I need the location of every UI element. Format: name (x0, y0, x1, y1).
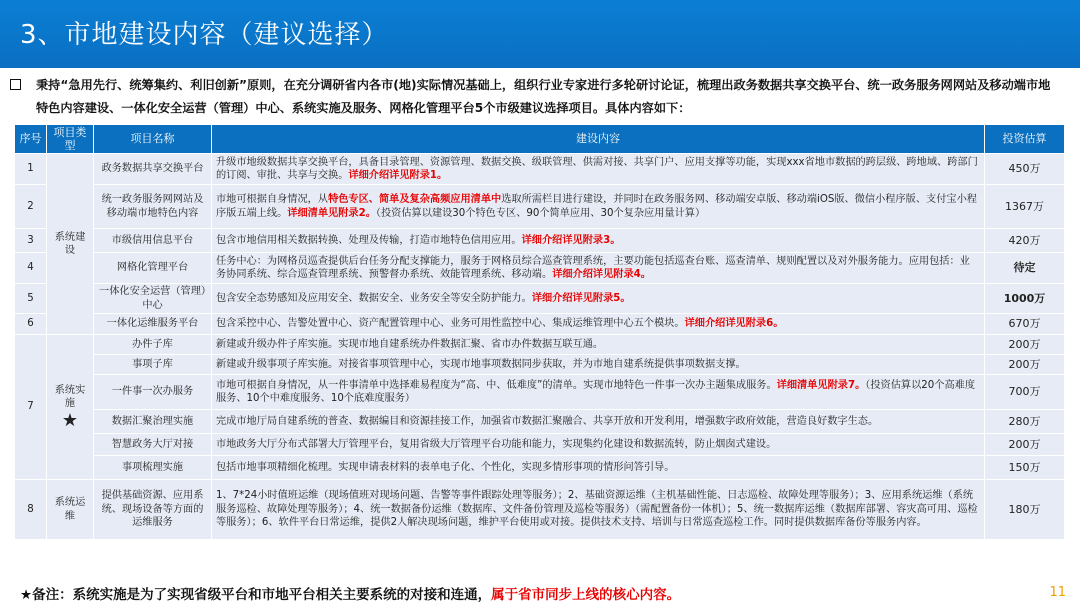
table-row (15, 229, 1065, 253)
table-row (15, 154, 1065, 185)
row-name: 提供基础资源、应用系统、现场设备等方面的运维服务 (94, 480, 212, 540)
row-no: 6 (15, 314, 47, 335)
row-no: 2 (15, 185, 47, 229)
row-content: 市地可根据自身情况，从一件事清单中选择难易程度为“高、中、低难度”的清单。实现市地特色一件事一次办主题集成服务。详细清单见附录7。（投资估算以20个高难度服务、10个中难度服务、10个底难度服务） (212, 375, 985, 410)
group-system-ops: 系统运维 (47, 480, 94, 540)
table-row (15, 375, 1065, 410)
row-content: 包含采控中心、告警处置中心、资产配置管理中心、业务可用性监控中心、集成运维管理中心五个模块。详细介绍详见附录6。 (212, 314, 985, 335)
page-number: 11 (1049, 585, 1066, 600)
row-amount: 1367万 (985, 185, 1065, 229)
footer-note (20, 583, 680, 603)
row-amount: 200万 (985, 355, 1065, 375)
table-row (15, 314, 1065, 335)
table-row (15, 480, 1065, 540)
row-content: 包含市地信用相关数据转换、处理及传输，打造市地特色信用应用。详细介绍详见附录3。 (212, 229, 985, 253)
table-header-row (15, 125, 1065, 154)
row-content: 新建或升级事项子库实施。对接省事项管理中心，实现市地事项数据同步获取，并为市地自建系统提供事项数据支撑。 (212, 355, 985, 375)
table-row (15, 434, 1065, 456)
row-amount: 1000万 (985, 284, 1065, 314)
row-amount: 180万 (985, 480, 1065, 540)
header-name: 项目名称 (94, 125, 212, 154)
table-row (15, 284, 1065, 314)
row-content: 1、7*24小时值班运维（现场值班对现场问题、告警等事件跟踪处理等服务）；2、基础资源运维（主机基础性能、日志巡检、故障处理等服务）；3、应用系统运维（系统服务巡检、故障处理等服务）；4、统一数据备份运维（数据库、文件备份管理及巡检等服务）（需配置备份一体机）；5、统一数据库运维（数据库部署、容灾高可用、巡检等服务）；6、软件平台日常运维，提供2人解决现场问题，维护平台使用或对接。提供技术支持、培训与日常巡查巡检工作。同时提供数据库备份等服务内容。 (212, 480, 985, 540)
row-no: 7 (15, 335, 47, 480)
row-content: 市地政务大厅分布式部署大厅管理平台，复用省级大厅管理平台功能和能力，实现集约化建设和数据流转，防止烟囱式建设。 (212, 434, 985, 456)
group-system-impl: 系统实施 ★ (47, 335, 94, 480)
footer-text: 系统实施是为了实现省级平台和市地平台相关主要系统的对接和连通， (72, 587, 492, 603)
table-row (15, 253, 1065, 284)
row-content: 包括市地事项精细化梳理。实现申请表材料的表单电子化、个性化，实现多情形事项的情形问答引导。 (212, 456, 985, 480)
row-amount: 280万 (985, 410, 1065, 434)
row-content: 新建或升级办件子库实施。实现市地自建系统办件数据汇聚、省市办件数据互联互通。 (212, 335, 985, 355)
row-content: 市地可根据自身情况，从特色专区、简单及复杂高频应用清单中选取所需栏目进行建设，并同时在政务服务网、移动端安卓版、移动端iOS版、微信小程序版、支付宝小程序版五端上线。详细清单见附录2。（投资估算以建设30个特色专区、90个简单应用、30个复杂应用量计算） (212, 185, 985, 229)
table-row (15, 410, 1065, 434)
footer-label: ★备注： (20, 587, 73, 603)
row-no: 4 (15, 253, 47, 284)
table-row (15, 456, 1065, 480)
row-amount: 450万 (985, 154, 1065, 185)
row-no: 3 (15, 229, 47, 253)
row-name: 政务数据共享交换平台 (94, 154, 212, 185)
group-system-build: 系统建设 (47, 154, 94, 335)
row-no: 1 (15, 154, 47, 185)
row-amount: 待定 (985, 253, 1065, 284)
row-name: 一体化安全运营（管理）中心 (94, 284, 212, 314)
row-no: 8 (15, 480, 47, 540)
table-row (15, 355, 1065, 375)
row-content: 任务中心：为网格员巡查提供后台任务分配支撑能力，服务于网格员综合巡查管理系统，主要功能包括巡查台账、巡查清单、规则配置以及对外服务能力。应用包括：业务协同系统、综合巡查管理系统、预警督办系统、效能管理系统、移动端。详细介绍详见附录4。 (212, 253, 985, 284)
row-no: 5 (15, 284, 47, 314)
header-content: 建设内容 (212, 125, 985, 154)
row-content: 完成市地厅局自建系统的普查、数据编目和资源挂接工作，加强省市数据汇聚融合、共享开放和开发利用，增强数字政府效能，营造良好数字生态。 (212, 410, 985, 434)
star-icon: ★ (61, 409, 79, 431)
row-name: 统一政务服务网网站及移动端市地特色内容 (94, 185, 212, 229)
row-name: 市级信用信息平台 (94, 229, 212, 253)
row-amount: 200万 (985, 335, 1065, 355)
row-amount: 200万 (985, 434, 1065, 456)
row-name: 事项子库 (94, 355, 212, 375)
intro-paragraph (36, 74, 1056, 120)
row-name: 一体化运维服务平台 (94, 314, 212, 335)
page-title: 3、市地建设内容（建议选择） (20, 20, 389, 50)
row-content: 升级市地级数据共享交换平台，具备目录管理、资源管理、数据交换、级联管理、供需对接、共享门户、应用支撑等功能，实现xxx省地市数据的跨层级、跨地域、跨部门的订阅、审批、共享与交换。详细介绍详见附录1。 (212, 154, 985, 185)
footer-highlight: 属于省市同步上线的核心内容。 (491, 587, 681, 603)
row-name: 一件事一次办服务 (94, 375, 212, 410)
row-name: 网格化管理平台 (94, 253, 212, 284)
row-name: 办件子库 (94, 335, 212, 355)
header-bar (0, 0, 1080, 68)
row-amount: 700万 (985, 375, 1065, 410)
row-name: 事项梳理实施 (94, 456, 212, 480)
row-amount: 150万 (985, 456, 1065, 480)
table-row (15, 335, 1065, 355)
project-table (14, 124, 1065, 540)
row-amount: 420万 (985, 229, 1065, 253)
row-name: 数据汇聚治理实施 (94, 410, 212, 434)
row-content: 包含安全态势感知及应用安全、数据安全、业务安全等安全防护能力。详细介绍详见附录5。 (212, 284, 985, 314)
header-amount: 投资估算 (985, 125, 1065, 154)
intro-text: 秉持“急用先行、统筹集约、利旧创新”原则，在充分调研省内各市(地)实际情况基础上，组织行业专家进行多轮研讨论证，梳理出政务数据共享交换平台、统一政务服务网网站及移动端市地特色内容建设、一体化安全运营（管理）中心、系统实施及服务、网格化管理平台5个市级建议选择项目。具体内容如下： (36, 78, 1051, 115)
row-amount: 670万 (985, 314, 1065, 335)
header-no: 序号 (15, 125, 47, 154)
header-type: 项目类型 (47, 125, 94, 154)
square-bullet-icon (10, 79, 21, 90)
table-row (15, 185, 1065, 229)
row-name: 智慧政务大厅对接 (94, 434, 212, 456)
